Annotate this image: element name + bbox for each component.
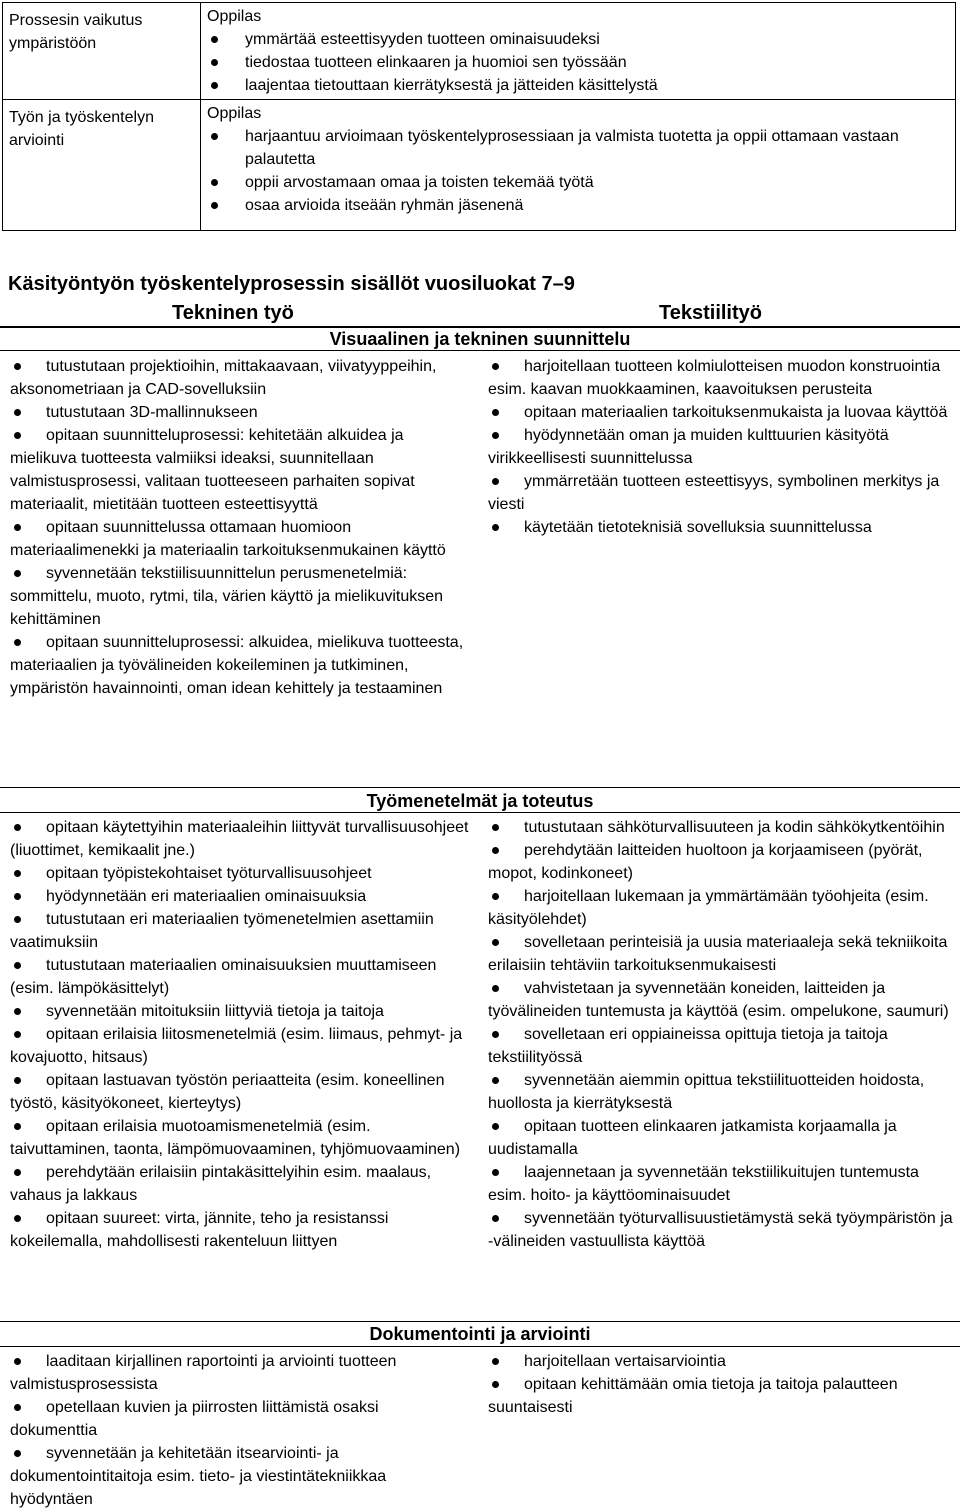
list-item: harjoitellaan vertaisarviointia [488, 1350, 953, 1373]
bullet-list [488, 1350, 953, 1419]
grid-divider-line [0, 1346, 960, 1347]
list-item: laajennetaan ja syvennetään tekstiilikuitujen tuntemusta esim. hoito- ja käyttöominaisuudet [488, 1161, 953, 1207]
list-item: harjoitellaan lukemaan ja ymmärtämään työohjeita (esim. käsityölehdet) [488, 885, 953, 931]
summary-row [3, 3, 956, 100]
list-item: opitaan suunnitteluprosessi: kehitetään alkuidea ja mielikuva tuotteesta valmiiksi ideaksi, suunnitellaan valmistusprosessi, valitaan tuotteeseen parhaiten sopivat materiaalit, mietitään tuotteen esteettisyyttä [10, 424, 470, 516]
column-header-right: Tekstiilityö [659, 302, 762, 324]
row-heading: Oppilas [207, 8, 262, 25]
section-heading-documentation: Dokumentointi ja arviointi [369, 1324, 591, 1344]
list-item: opetellaan kuvien ja piirrosten liittämistä osaksi dokumenttia [10, 1396, 470, 1442]
list-item: opitaan suunnittelussa ottamaan huomioon materiaalimenekki ja materiaalin tarkoituksenmukainen käyttö [10, 516, 470, 562]
list-item: opitaan suunnitteluprosessi: alkuidea, mielikuva tuotteesta, materiaalien ja työvälineiden kokeileminen ja tutkiminen, ympäristön havainnointi, oman idean kehittely ja testaaminen [10, 631, 470, 700]
column-header-left: Tekninen työ [172, 302, 294, 324]
list-item: sovelletaan perinteisiä ja uusia materiaaleja sekä tekniikoita erilaisiin tehtäviin tarkoituksenmukaisesti [488, 931, 953, 977]
row-content [201, 3, 956, 100]
list-item: osaa arvioida itseään ryhmän jäsenenä [207, 194, 949, 217]
list-item: hyödynnetään oman ja muiden kulttuurien käsityötä virikkeellisesti suunnittelussa [488, 424, 953, 470]
list-item: tiedostaa tuotteen elinkaaren ja huomioi sen työssään [207, 51, 949, 74]
list-item: syvennetään työturvallisuustietämystä sekä työympäristön ja -välineiden vastuullista käyttöä [488, 1207, 953, 1253]
list-item: hyödynnetään eri materiaalien ominaisuuksia [10, 885, 470, 908]
technical-methods-column [10, 816, 470, 1253]
list-item: opitaan tuotteen elinkaaren jatkamista korjaamalla ja uudistamalla [488, 1115, 953, 1161]
bullet-list [207, 125, 949, 217]
list-item: opitaan suureet: virta, jännite, teho ja resistanssi kokeilemalla, mahdollisesti rakenteluun liittyen [10, 1207, 470, 1253]
list-item: syvennetään aiemmin opittua tekstiilituotteiden hoidosta, huollosta ja kierrätyksestä [488, 1069, 953, 1115]
summary-table [2, 2, 956, 231]
list-item: syvennetään mitoituksiin liittyviä tietoja ja taitoja [10, 1000, 470, 1023]
list-item: tutustutaan materiaalien ominaisuuksien muuttamiseen (esim. lämpökäsittelyt) [10, 954, 470, 1000]
technical-documentation-column [10, 1350, 470, 1511]
grid-divider-line [0, 812, 960, 813]
list-item: sovelletaan eri oppiaineissa opittuja tietoja ja taitoja tekstiilityössä [488, 1023, 953, 1069]
list-item: syvennetään ja kehitetään itsearviointi- ja dokumentointitaitoja esim. tieto- ja viestintätekniikkaa hyödyntäen [10, 1442, 470, 1511]
row-label: Työn ja työskentelyn arviointi [3, 100, 201, 231]
grid-divider-line [0, 787, 960, 788]
list-item: käytetään tietoteknisiä sovelluksia suunnittelussa [488, 516, 953, 539]
row-label: Prossesin vaikutus ympäristöön [3, 3, 201, 100]
list-item: laaditaan kirjallinen raportointi ja arviointi tuotteen valmistusprosessista [10, 1350, 470, 1396]
bullet-list [488, 355, 953, 539]
list-item: tutustutaan 3D-mallinnukseen [10, 401, 470, 424]
section-heading-methods: Työmenetelmät ja toteutus [366, 791, 594, 811]
textile-design-column [488, 355, 953, 539]
list-item: harjaantuu arvioimaan työskentelyprosessiaan ja valmista tuotetta ja oppii ottamaan vastaan palautetta [207, 125, 949, 171]
list-item: opitaan työpistekohtaiset työturvallisuusohjeet [10, 862, 470, 885]
grid-divider-line [0, 1321, 960, 1322]
row-content [201, 100, 956, 231]
list-item: vahvistetaan ja syvennetään koneiden, laitteiden ja työvälineiden tuntemusta ja käyttöä (esim. ompelukone, saumuri) [488, 977, 953, 1023]
list-item: tutustutaan eri materiaalien työmenetelmien asettamiin vaatimuksiin [10, 908, 470, 954]
list-item: syvennetään tekstiilisuunnittelun perusmenetelmiä: sommittelu, muoto, rytmi, tila, värien käyttö ja mielikuvituksen kehittäminen [10, 562, 470, 631]
textile-documentation-column [488, 1350, 953, 1419]
list-item: opitaan erilaisia muotoamismenetelmiä (esim. taivuttaminen, taonta, lämpömuovaaminen, tyhjömuovaaminen) [10, 1115, 470, 1161]
list-item: tutustutaan sähköturvallisuuteen ja kodin sähkökytkentöihin [488, 816, 953, 839]
list-item: oppii arvostamaan omaa ja toisten tekemää työtä [207, 171, 949, 194]
bullet-list [10, 355, 470, 700]
list-item: opitaan materiaalien tarkoituksenmukaista ja luovaa käyttöä [488, 401, 953, 424]
column-headers [0, 300, 960, 326]
list-item: opitaan lastuavan työstön periaatteita (esim. koneellinen työstö, käsityökoneet, kierteytys) [10, 1069, 470, 1115]
summary-row [3, 100, 956, 231]
list-item: laajentaa tietouttaan kierrätyksestä ja jätteiden käsittelystä [207, 74, 949, 97]
list-item: opitaan käytettyihin materiaaleihin liittyvät turvallisuusohjeet (liuottimet, kemikaalit jne.) [10, 816, 470, 862]
textile-methods-column [488, 816, 953, 1253]
bullet-list [10, 1350, 470, 1511]
list-item: ymmärretään tuotteen esteettisyys, symbolinen merkitys ja viesti [488, 470, 953, 516]
bullet-list [10, 816, 470, 1253]
bullet-list [488, 816, 953, 1253]
technical-design-column [10, 355, 470, 700]
list-item: opitaan kehittämään omia tietoja ja taitoja palautteen suuntaisesti [488, 1373, 953, 1419]
bullet-list [207, 28, 949, 97]
list-item: perehdytään erilaisiin pintakäsittelyihin esim. maalaus, vahaus ja lakkaus [10, 1161, 470, 1207]
list-item: ymmärtää esteettisyyden tuotteen ominaisuudeksi [207, 28, 949, 51]
section-heading-design: Visuaalinen ja tekninen suunnittelu [329, 329, 631, 349]
grid-divider-line [0, 350, 960, 351]
list-item: opitaan erilaisia liitosmenetelmiä (esim. liimaus, pehmyt- ja kovajuotto, hitsaus) [10, 1023, 470, 1069]
list-item: tutustutaan projektioihin, mittakaavaan, viivatyyppeihin, aksonometriaan ja CAD-sovelluksiin [10, 355, 470, 401]
list-item: harjoitellaan tuotteen kolmiulotteisen muodon konstruointia esim. kaavan muokkaaminen, kaavoituksen perusteita [488, 355, 953, 401]
list-item: perehdytään laitteiden huoltoon ja korjaamiseen (pyörät, mopot, kodinkoneet) [488, 839, 953, 885]
row-heading: Oppilas [207, 105, 262, 122]
page-title: Käsityöntyön työskentelyprosessin sisällöt vuosiluokat 7–9 [8, 273, 575, 295]
